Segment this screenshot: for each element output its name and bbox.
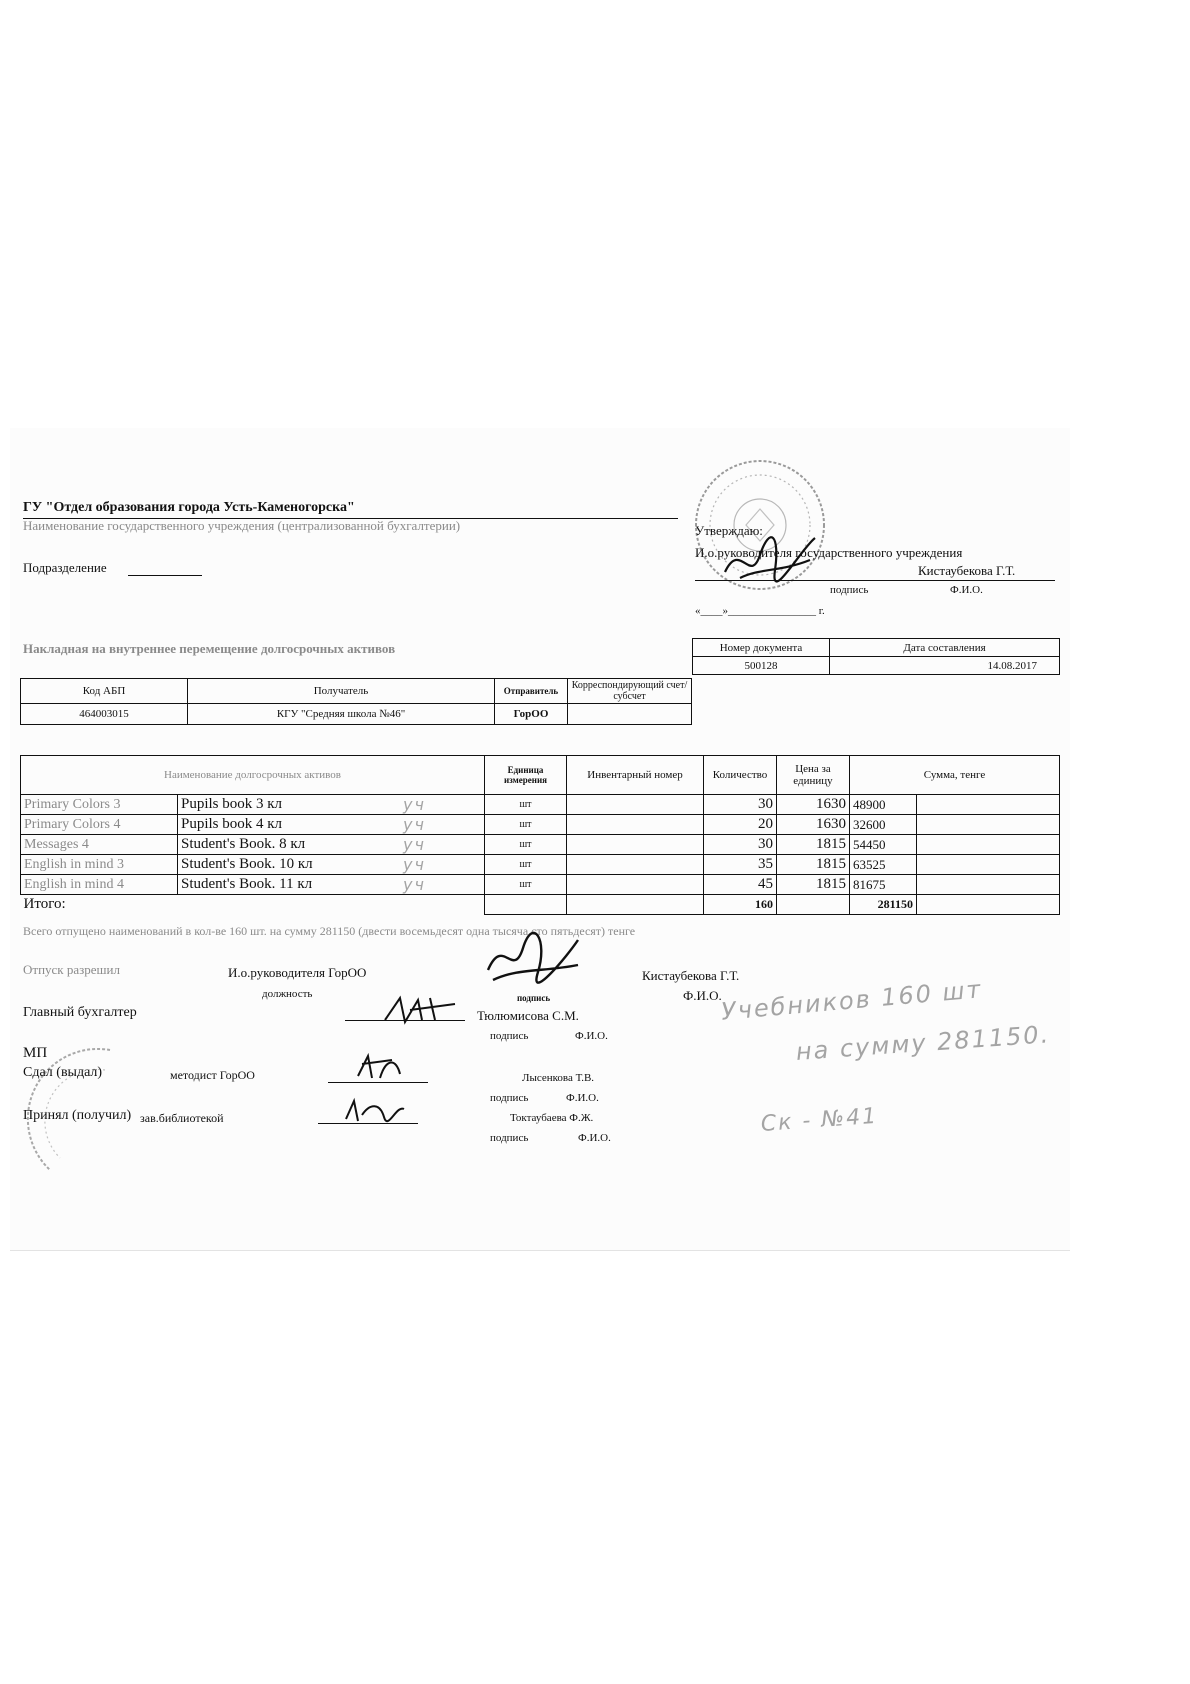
org-name: ГУ "Отдел образования города Усть-Каменогорска" — [23, 500, 355, 515]
item-series: Primary Colors 3 — [21, 795, 178, 815]
item-unit: шт — [485, 875, 567, 895]
doc-date-label: Дата составления — [830, 639, 1060, 657]
item-sum: 32600 — [850, 815, 917, 835]
permitted-label: Отпуск разрешил — [23, 962, 120, 977]
header-abp-code: Код АБП — [21, 679, 188, 704]
item-name-text: Pupils book 3 кл — [181, 796, 283, 812]
gave-label: Сдал (выдал) — [23, 1065, 103, 1080]
header-sender: Отправитель — [495, 679, 568, 704]
item-series: English in mind 4 — [21, 875, 178, 895]
item-handwritten-mark: уч — [403, 795, 426, 814]
gave-name: Лысенкова Т.В. — [522, 1072, 595, 1084]
items-table — [20, 755, 1060, 915]
handwritten-note-line2: на сумму 281150. — [795, 1020, 1052, 1066]
item-name-text: Student's Book. 10 кл — [181, 856, 313, 872]
item-price: 1815 — [777, 835, 850, 855]
accountant-label: Главный бухгалтер — [23, 1005, 137, 1020]
total-sum: 281150 — [850, 895, 917, 915]
item-price: 1815 — [777, 855, 850, 875]
item-name — [178, 835, 485, 855]
received-sign-caption: подпись — [490, 1132, 529, 1144]
subdivision-line — [128, 575, 202, 576]
doc-number-table — [692, 638, 1060, 675]
accountant-sign-caption: подпись — [490, 1030, 529, 1042]
item-name-text: Student's Book. 11 кл — [181, 876, 313, 892]
approve-fio-caption: Ф.И.О. — [950, 584, 983, 596]
total-sum-extra — [917, 895, 1060, 915]
item-row — [21, 875, 1060, 895]
total-row — [21, 895, 1060, 915]
item-series: English in mind 3 — [21, 855, 178, 875]
item-price: 1630 — [777, 815, 850, 835]
item-sum: 81675 — [850, 875, 917, 895]
received-role: зав.библиотекой — [140, 1111, 224, 1125]
item-qty: 20 — [704, 815, 777, 835]
item-inventory — [567, 795, 704, 815]
header-qty: Количество — [704, 756, 777, 795]
total-inventory — [567, 895, 704, 915]
cell-abp-code: 464003015 — [21, 704, 188, 725]
doc-number: 500128 — [693, 657, 830, 675]
gave-signature — [352, 1050, 412, 1084]
item-handwritten-mark: уч — [403, 875, 426, 894]
accountant-fio: Ф.И.О. — [575, 1030, 608, 1042]
mp-label: МП — [23, 1045, 48, 1061]
org-caption: Наименование государственного учреждения (централизованной бухгалтерии) — [23, 518, 461, 533]
item-inventory — [567, 835, 704, 855]
item-unit: шт — [485, 835, 567, 855]
item-series: Primary Colors 4 — [21, 815, 178, 835]
permitted-signature — [478, 930, 588, 990]
header-sum: Сумма, тенге — [850, 756, 1060, 795]
item-inventory — [567, 855, 704, 875]
item-qty: 30 — [704, 835, 777, 855]
director-signature — [720, 530, 820, 590]
handwritten-note-line3: Ск - №41 — [760, 1103, 879, 1137]
cell-sender: ГорОО — [495, 704, 568, 725]
position-caption: должность — [262, 988, 313, 1000]
item-sum: 48900 — [850, 795, 917, 815]
doc-title: Накладная на внутреннее перемещение долгосрочных активов — [23, 641, 396, 656]
item-sum-extra — [917, 795, 1060, 815]
item-qty: 30 — [704, 795, 777, 815]
item-handwritten-mark: уч — [403, 815, 426, 834]
header-price: Цена за единицу — [777, 756, 850, 795]
approve-sign-caption: подпись — [830, 584, 869, 596]
item-unit: шт — [485, 855, 567, 875]
received-name: Токтаубаева Ф.Ж. — [510, 1112, 594, 1124]
received-fio: Ф.И.О. — [578, 1132, 611, 1144]
handwritten-note-line1: Учебников 160 шт — [720, 975, 984, 1026]
item-price: 1630 — [777, 795, 850, 815]
received-signature — [340, 1095, 410, 1127]
accountant-signature — [380, 990, 460, 1030]
doc-date: 14.08.2017 — [830, 657, 1060, 675]
total-price — [777, 895, 850, 915]
item-sum-extra — [917, 835, 1060, 855]
item-qty: 45 — [704, 875, 777, 895]
item-price: 1815 — [777, 875, 850, 895]
total-unit — [485, 895, 567, 915]
approve-role: И.о.руководителя государственного учреждения — [695, 545, 963, 560]
item-row — [21, 815, 1060, 835]
item-series: Messages 4 — [21, 835, 178, 855]
total-qty: 160 — [704, 895, 777, 915]
item-sum-extra — [917, 855, 1060, 875]
item-sum-extra — [917, 875, 1060, 895]
item-unit: шт — [485, 815, 567, 835]
gave-role: методист ГорОО — [170, 1068, 255, 1082]
item-sum-extra — [917, 815, 1060, 835]
total-label: Итого: — [21, 895, 485, 915]
item-row — [21, 855, 1060, 875]
header-recipient: Получатель — [188, 679, 495, 704]
permitted-name: Кистаубекова Г.Т. — [642, 968, 740, 983]
items-rows — [21, 795, 1060, 895]
received-label: Принял (получил) — [23, 1108, 132, 1123]
header-corr-account: Корреспондирующий счет/субсчет — [568, 679, 692, 704]
item-sum: 54450 — [850, 835, 917, 855]
summary-line: Всего отпущено наименований в кол-ве 160 шт. на сумму 281150 (двести восемьдесят одна тысяча сто пятьдесят) тенге — [23, 924, 636, 938]
item-row — [21, 795, 1060, 815]
header-unit: Единица измерения — [485, 756, 567, 795]
subdivision-label: Подразделение — [23, 560, 107, 575]
item-row — [21, 835, 1060, 855]
permitted-role: И.о.руководителя ГорОО — [228, 965, 367, 980]
item-name — [178, 815, 485, 835]
item-name — [178, 795, 485, 815]
item-qty: 35 — [704, 855, 777, 875]
permitted-sign-caption: подпись — [517, 993, 551, 1003]
item-inventory — [567, 875, 704, 895]
item-handwritten-mark: уч — [403, 835, 426, 854]
item-name — [178, 855, 485, 875]
accountant-name: Тюлюмисова С.М. — [477, 1008, 579, 1023]
header-asset-name: Наименование долгосрочных активов — [21, 756, 485, 795]
item-sum: 63525 — [850, 855, 917, 875]
header-inventory: Инвентарный номер — [567, 756, 704, 795]
gave-fio: Ф.И.О. — [566, 1092, 599, 1104]
item-unit: шт — [485, 795, 567, 815]
permitted-fio: Ф.И.О. — [683, 988, 722, 1003]
approve-date: «____»________________ г. — [695, 605, 825, 617]
recipient-table — [20, 678, 692, 725]
approve-title: Утверждаю: — [695, 523, 763, 538]
cell-recipient: КГУ "Средняя школа №46" — [188, 704, 495, 725]
item-handwritten-mark: уч — [403, 855, 426, 874]
approve-name: Кистаубекова Г.Т. — [918, 563, 1016, 578]
gave-sign-caption: подпись — [490, 1092, 529, 1104]
item-name-text: Pupils book 4 кл — [181, 816, 283, 832]
item-inventory — [567, 815, 704, 835]
doc-number-label: Номер документа — [693, 639, 830, 657]
item-name-text: Student's Book. 8 кл — [181, 836, 306, 852]
cell-corr-account — [568, 704, 692, 725]
item-name — [178, 875, 485, 895]
